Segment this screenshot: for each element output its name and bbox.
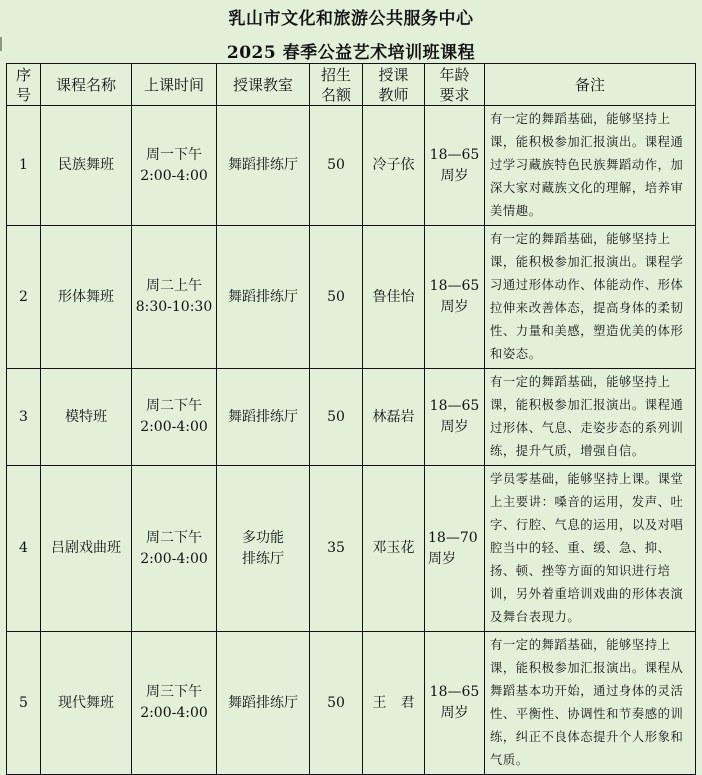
cell-course-name: 民族舞班 — [41, 106, 132, 226]
header-notes: 备注 — [485, 64, 696, 106]
header-quota: 招生 名额 — [310, 64, 363, 106]
table-row — [7, 632, 696, 775]
cell-age: 18—65 周岁 — [425, 226, 485, 369]
cell-seq: 4 — [7, 466, 41, 632]
cell-quota: 50 — [310, 369, 363, 466]
header-age: 年龄 要求 — [425, 64, 485, 106]
header-classroom: 授课教室 — [217, 64, 310, 106]
cell-notes: 有一定的舞蹈基础，能够坚持上课，能积极参加汇报演出。课程学习通过形体动作、体能动作、形体拉伸来改善体态，提高身体的柔韧性、力量和美感，塑造优美的体形和姿态。 — [485, 226, 696, 369]
cell-seq: 2 — [7, 226, 41, 369]
cell-quota: 50 — [310, 632, 363, 775]
header-course-name: 课程名称 — [41, 64, 132, 106]
cell-course-name: 吕剧戏曲班 — [41, 466, 132, 632]
header-seq: 序 号 — [7, 64, 41, 106]
cell-age: 18—65 周岁 — [425, 369, 485, 466]
table-row — [7, 106, 696, 226]
cell-classroom: 舞蹈排练厅 — [217, 106, 310, 226]
cell-quota: 50 — [310, 226, 363, 369]
cell-time: 周三下午 2:00-4:00 — [132, 632, 217, 775]
cell-age: 18—70 周岁 — [425, 466, 485, 632]
cell-teacher: 鲁佳怡 — [363, 226, 425, 369]
cell-course-name: 现代舞班 — [41, 632, 132, 775]
cell-age: 18—65 周岁 — [425, 632, 485, 775]
document-subtitle: 2025 春季公益艺术培训班课程 — [226, 43, 476, 63]
cell-age: 18—65 周岁 — [425, 106, 485, 226]
cell-seq: 5 — [7, 632, 41, 775]
cell-time: 周二下午 2:00-4:00 — [132, 466, 217, 632]
cell-quota: 35 — [310, 466, 363, 632]
header-teacher: 授课 教师 — [363, 64, 425, 106]
cell-classroom: 多功能 排练厅 — [217, 466, 310, 632]
cell-teacher: 冷子依 — [363, 106, 425, 226]
cell-time: 周二下午 2:00-4:00 — [132, 369, 217, 466]
table-row — [7, 369, 696, 466]
cell-notes: 有一定的舞蹈基础，能够坚持上课，能积极参加汇报演出。课程从舞蹈基本功开始，通过身体的灵活性、平衡性、协调性和节奏感的训练，纠正不良体态提升个人形象和气质。 — [485, 632, 696, 775]
cell-seq: 3 — [7, 369, 41, 466]
table-row — [7, 466, 696, 632]
cell-notes: 学员零基础，能够坚持上课。课堂上主要讲：嗓音的运用，发声、吐字、行腔、气息的运用，以及对唱腔当中的轻、重、缓、急、抑、扬、顿、挫等方面的知识进行培训，另外着重培训戏曲的形体表演及舞台表现力。 — [485, 466, 696, 632]
table-header-row — [7, 64, 696, 106]
cell-course-name: 形体舞班 — [41, 226, 132, 369]
cell-classroom: 舞蹈排练厅 — [217, 226, 310, 369]
cell-seq: 1 — [7, 106, 41, 226]
document-title: 乳山市文化和旅游公共服务中心 — [228, 9, 474, 29]
cell-teacher: 林磊岩 — [363, 369, 425, 466]
header-time: 上课时间 — [132, 64, 217, 106]
course-schedule-table — [6, 63, 696, 775]
cell-notes: 有一定的舞蹈基础，能够坚持上课，能积极参加汇报演出。课程通过形体、气息、走姿步态的系列训练，提升气质，增强自信。 — [485, 369, 696, 466]
cell-course-name: 模特班 — [41, 369, 132, 466]
cell-classroom: 舞蹈排练厅 — [217, 632, 310, 775]
cell-notes: 有一定的舞蹈基础，能够坚持上课，能积极参加汇报演出。课程通过学习藏族特色民族舞蹈动作，加深大家对藏族文化的理解，培养审美情趣。 — [485, 106, 696, 226]
table-row — [7, 226, 696, 369]
cell-teacher: 邓玉花 — [363, 466, 425, 632]
cell-classroom: 舞蹈排练厅 — [217, 369, 310, 466]
cell-teacher: 王 君 — [363, 632, 425, 775]
cell-quota: 50 — [310, 106, 363, 226]
cell-time: 周二上午 8:30-10:30 — [132, 226, 217, 369]
cell-time: 周一下午 2:00-4:00 — [132, 106, 217, 226]
